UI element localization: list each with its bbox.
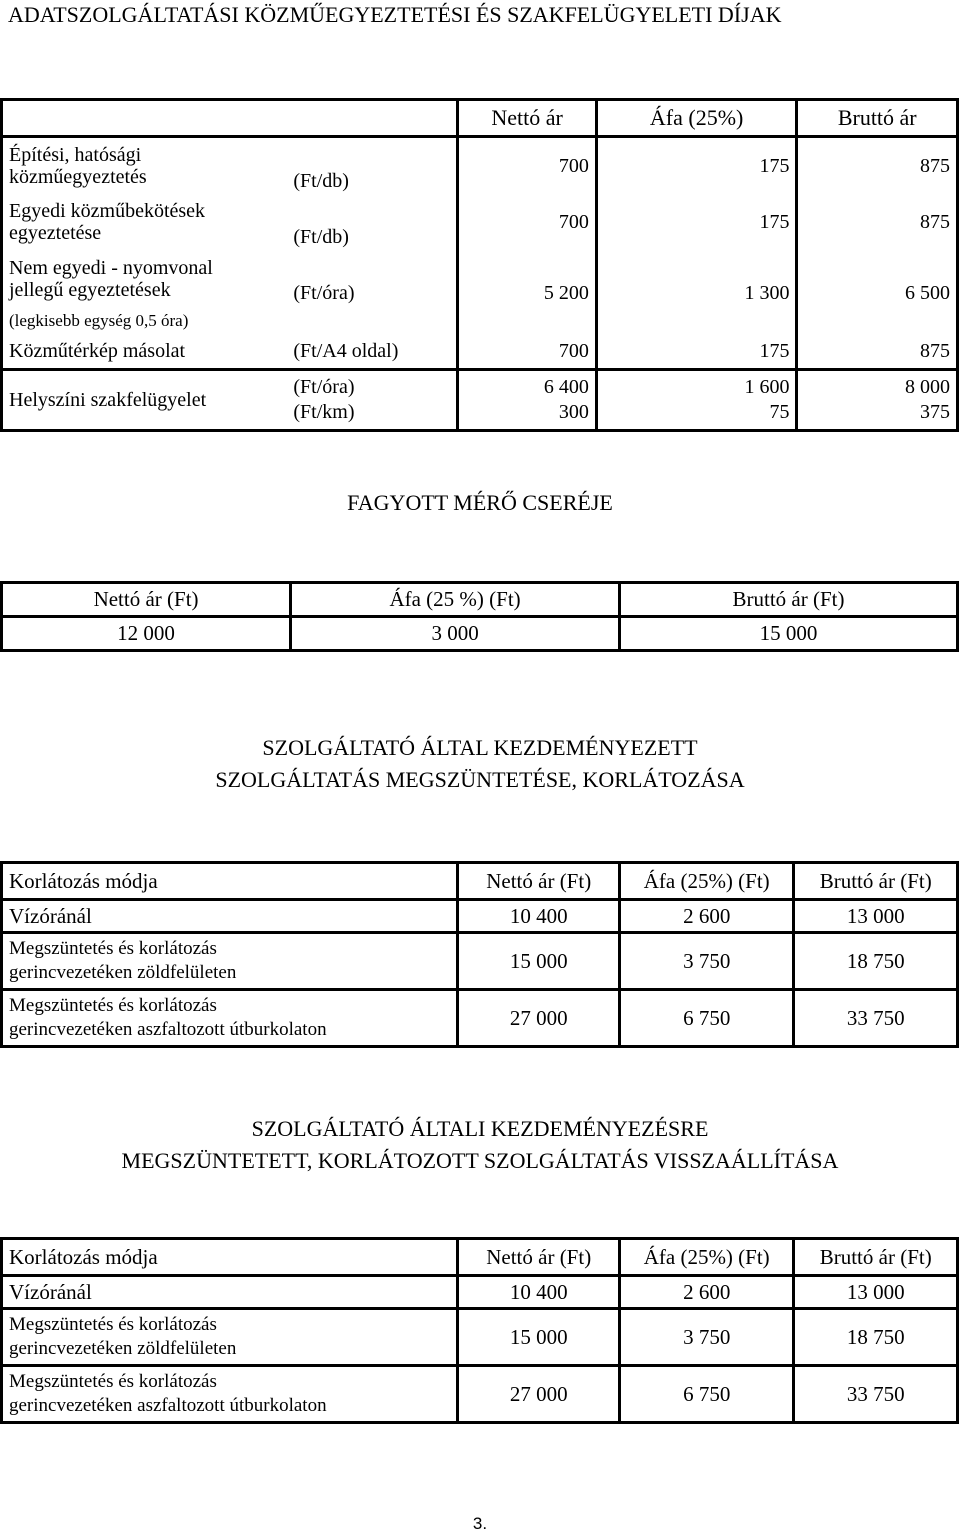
row-gross: 875 [797,137,958,195]
row-label: jellegű egyeztetések [9,279,171,301]
row-net: 27 000 [458,990,620,1047]
row-gross: 875 [797,194,958,250]
table-row [2,370,958,431]
row-vat: 3 750 [619,1309,793,1366]
row-net: 700 [458,334,596,370]
row-net: 300 [558,401,589,423]
table-row [2,933,958,990]
section-title: SZOLGÁLTATÓ ÁLTALI KEZDEMÉNYEZÉSRE [251,1116,709,1141]
fees-table-header [2,100,958,137]
row-vat: 175 [596,194,797,250]
row-vat: 6 750 [619,990,793,1047]
value-gross: 15 000 [620,617,958,651]
table-header-row [2,863,958,900]
meter-replacement-table [0,581,959,652]
row-label: gerincvezetéken aszfaltozott útburkolaton [9,1395,327,1416]
row-label: Közműtérkép másolat [9,340,186,362]
row-label: Vízóránál [2,1276,301,1309]
row-net: 5 200 [458,250,596,308]
row-label: Építési, hatósági [9,144,142,166]
header-net: Nettó ár (Ft) [458,863,620,900]
row-vat: 175 [596,137,797,195]
table-row [2,137,958,195]
section-title: SZOLGÁLTATÓ ÁLTAL KEZDEMÉNYEZETT [262,735,698,760]
table-row [2,308,958,334]
header-method: Korlátozás módja [2,863,301,900]
row-label: Nem egyedi - nyomvonal [9,257,213,279]
row-net: 10 400 [458,900,620,933]
table-row [2,990,958,1047]
row-note: (legkisebb egység 0,5 óra) [9,311,189,330]
row-vat: 1 600 [744,376,790,398]
row-gross: 375 [920,401,950,423]
row-unit: (Ft/óra) [293,282,355,304]
header-net: Nettó ár (Ft) [458,1239,620,1276]
section-title: SZOLGÁLTATÁS MEGSZÜNTETÉSE, KORLÁTOZÁSA [215,767,745,792]
row-vat: 1 300 [596,250,797,308]
row-vat: 2 600 [619,900,793,933]
header-gross: Bruttó ár (Ft) [620,583,958,617]
row-gross: 6 500 [797,250,958,308]
row-gross: 33 750 [794,990,958,1047]
row-gross: 13 000 [794,1276,958,1309]
row-net: 700 [458,194,596,250]
row-label: közműegyeztetés [9,166,147,188]
row-net: 27 000 [458,1366,620,1423]
header-vat: Áfa (25 %) (Ft) [291,583,620,617]
value-vat: 3 000 [291,617,620,651]
row-gross: 18 750 [794,1309,958,1366]
table-header-row [2,583,958,617]
header-gross: Bruttó ár (Ft) [794,1239,958,1276]
header-vat: Áfa (25%) [596,100,797,137]
table-header-row [2,1239,958,1276]
table-row [2,194,958,250]
table-row [2,1309,958,1366]
row-vat: 2 600 [619,1276,793,1309]
row-vat: 6 750 [619,1366,793,1423]
fees-table [0,98,959,432]
header-gross: Bruttó ár [797,100,958,137]
row-label: Megszüntetés és korlátozás [9,1314,217,1335]
row-net: 15 000 [458,933,620,990]
restriction-table [0,861,959,1048]
row-label: Vízóránál [2,900,301,933]
row-label: Megszüntetés és korlátozás [9,995,217,1016]
row-net: 6 400 [543,376,589,398]
row-gross: 13 000 [794,900,958,933]
table-row [2,1366,958,1423]
header-method: Korlátozás módja [2,1239,301,1276]
inspection-label: Helyszíni szakfelügyelet [9,389,207,411]
row-net: 15 000 [458,1309,620,1366]
row-unit: (Ft/db) [293,226,349,248]
header-vat: Áfa (25%) (Ft) [619,863,793,900]
row-label: egyeztetése [9,222,102,244]
row-vat: 175 [596,334,797,370]
table-row [2,1276,958,1309]
restoration-table [0,1237,959,1424]
table-row [2,334,958,370]
table-row [2,617,958,651]
row-gross: 8 000 [905,376,950,398]
row-unit: (Ft/A4 oldal) [293,340,399,362]
row-vat: 75 [769,401,790,423]
value-net: 12 000 [2,617,291,651]
header-vat: Áfa (25%) (Ft) [619,1239,793,1276]
row-label: Egyedi közműbekötések [9,200,206,222]
row-label: Megszüntetés és korlátozás [9,1371,217,1392]
row-label: gerincvezetéken aszfaltozott útburkolaton [9,1019,327,1040]
row-gross: 33 750 [794,1366,958,1423]
row-net: 700 [458,137,596,195]
section-title: MEGSZÜNTETETT, KORLÁTOZOTT SZOLGÁLTATÁS VISSZAÁLLÍTÁSA [121,1148,839,1173]
header-net: Nettó ár (Ft) [2,583,291,617]
row-unit: (Ft/db) [293,170,349,192]
table-row [2,900,958,933]
row-vat: 3 750 [619,933,793,990]
row-gross: 875 [797,334,958,370]
header-net: Nettó ár [458,100,596,137]
row-net: 10 400 [458,1276,620,1309]
page-title: ADATSZOLGÁLTATÁSI KÖZMŰEGYEZTETÉSI ÉS SZAKFELÜGYELETI DÍJAK [8,2,782,27]
row-gross: 18 750 [794,933,958,990]
row-label: gerincvezetéken zöldfelületen [9,1338,237,1359]
section-title: FAGYOTT MÉRŐ CSERÉJE [347,490,613,515]
page-number: 3. [472,1514,488,1533]
header-gross: Bruttó ár (Ft) [794,863,958,900]
row-unit: (Ft/km) [293,401,355,423]
row-label: gerincvezetéken zöldfelületen [9,962,237,983]
table-row [2,250,958,308]
row-unit: (Ft/óra) [293,376,355,398]
row-label: Megszüntetés és korlátozás [9,938,217,959]
